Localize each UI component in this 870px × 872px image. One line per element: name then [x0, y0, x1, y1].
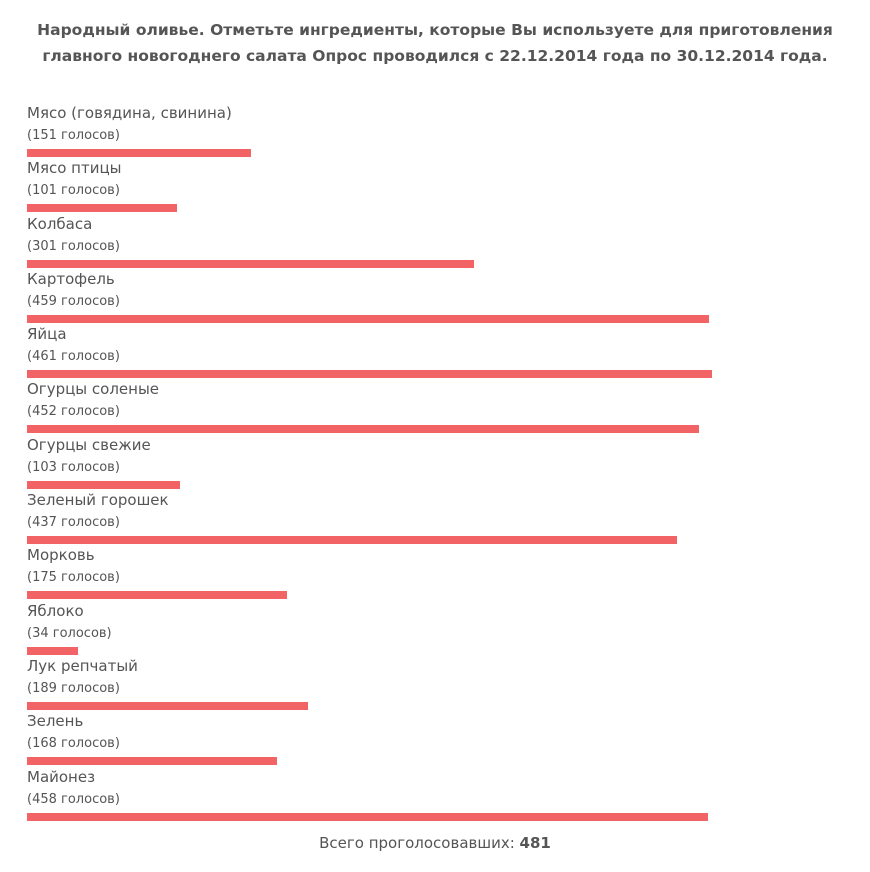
poll-row	[27, 490, 847, 545]
poll-option-label: Зеленый горошек	[27, 491, 169, 510]
poll-option-count: (103 голосов)	[27, 459, 120, 475]
poll-row	[27, 269, 847, 324]
poll-row	[27, 435, 847, 490]
poll-option-count: (151 голосов)	[27, 128, 120, 143]
poll-row	[27, 656, 847, 711]
total-voters-label: Всего проголосовавших:	[319, 834, 515, 852]
poll-bar	[27, 260, 474, 268]
poll-bar	[27, 813, 708, 821]
poll-option-label: Картофель	[27, 269, 115, 288]
total-voters	[0, 833, 870, 853]
poll-row	[27, 545, 847, 600]
poll-row	[27, 214, 847, 269]
poll-option-count: (101 голосов)	[27, 183, 120, 199]
total-voters-value: 481	[519, 834, 551, 852]
poll-option-label: Майонез	[27, 767, 96, 786]
poll-option-label: Мясо птицы	[27, 159, 122, 178]
poll-bar	[27, 536, 677, 544]
poll-bar	[27, 149, 251, 157]
poll-option-count: (175 голосов)	[27, 570, 120, 586]
poll-row	[27, 379, 847, 434]
poll-option-label: Колбаса	[27, 214, 93, 233]
poll-option-count: (452 голосов)	[27, 404, 120, 420]
poll-row	[27, 103, 847, 158]
poll-bar	[27, 370, 712, 378]
poll-option-label: Яйца	[27, 325, 67, 344]
poll-option-label: Огурцы свежие	[27, 435, 151, 454]
poll-bar	[27, 757, 277, 765]
poll-option-label: Морковь	[27, 546, 95, 565]
poll-option-count: (461 голосов)	[27, 349, 120, 365]
poll-bar	[27, 425, 699, 433]
poll-bar	[27, 204, 177, 212]
poll-row	[27, 767, 847, 822]
poll-row	[27, 158, 847, 213]
poll-option-label: Зелень	[27, 712, 84, 731]
poll-row	[27, 711, 847, 766]
poll-bar	[27, 591, 287, 599]
poll-option-count: (301 голосов)	[27, 238, 120, 254]
poll-option-count: (459 голосов)	[27, 293, 120, 309]
poll-row	[27, 601, 847, 656]
poll-option-count: (458 голосов)	[27, 791, 120, 807]
chart-title-line-1: Народный оливье. Отметьте ингредиенты, которые Вы используете для приготовления	[37, 21, 833, 39]
poll-option-label: Огурцы соленые	[27, 380, 160, 399]
poll-bar	[27, 702, 308, 710]
poll-bar	[27, 481, 180, 489]
poll-option-count: (437 голосов)	[27, 515, 120, 531]
poll-option-count: (168 голосов)	[27, 736, 120, 752]
poll-option-label: Мясо (говядина, свинина)	[27, 104, 232, 122]
poll-option-label: Яблоко	[27, 601, 84, 620]
poll-row	[27, 324, 847, 379]
chart-title	[0, 17, 870, 69]
poll-option-label: Лук репчатый	[27, 656, 138, 675]
poll-bar	[27, 315, 709, 323]
poll-bar	[27, 647, 78, 655]
chart-title-line-2: главного новогоднего салата Опрос проводился с 22.12.2014 года по 30.12.2014 года.	[42, 47, 828, 65]
poll-results	[27, 103, 847, 822]
poll-option-count: (189 голосов)	[27, 680, 120, 696]
poll-option-count: (34 голосов)	[27, 625, 112, 641]
